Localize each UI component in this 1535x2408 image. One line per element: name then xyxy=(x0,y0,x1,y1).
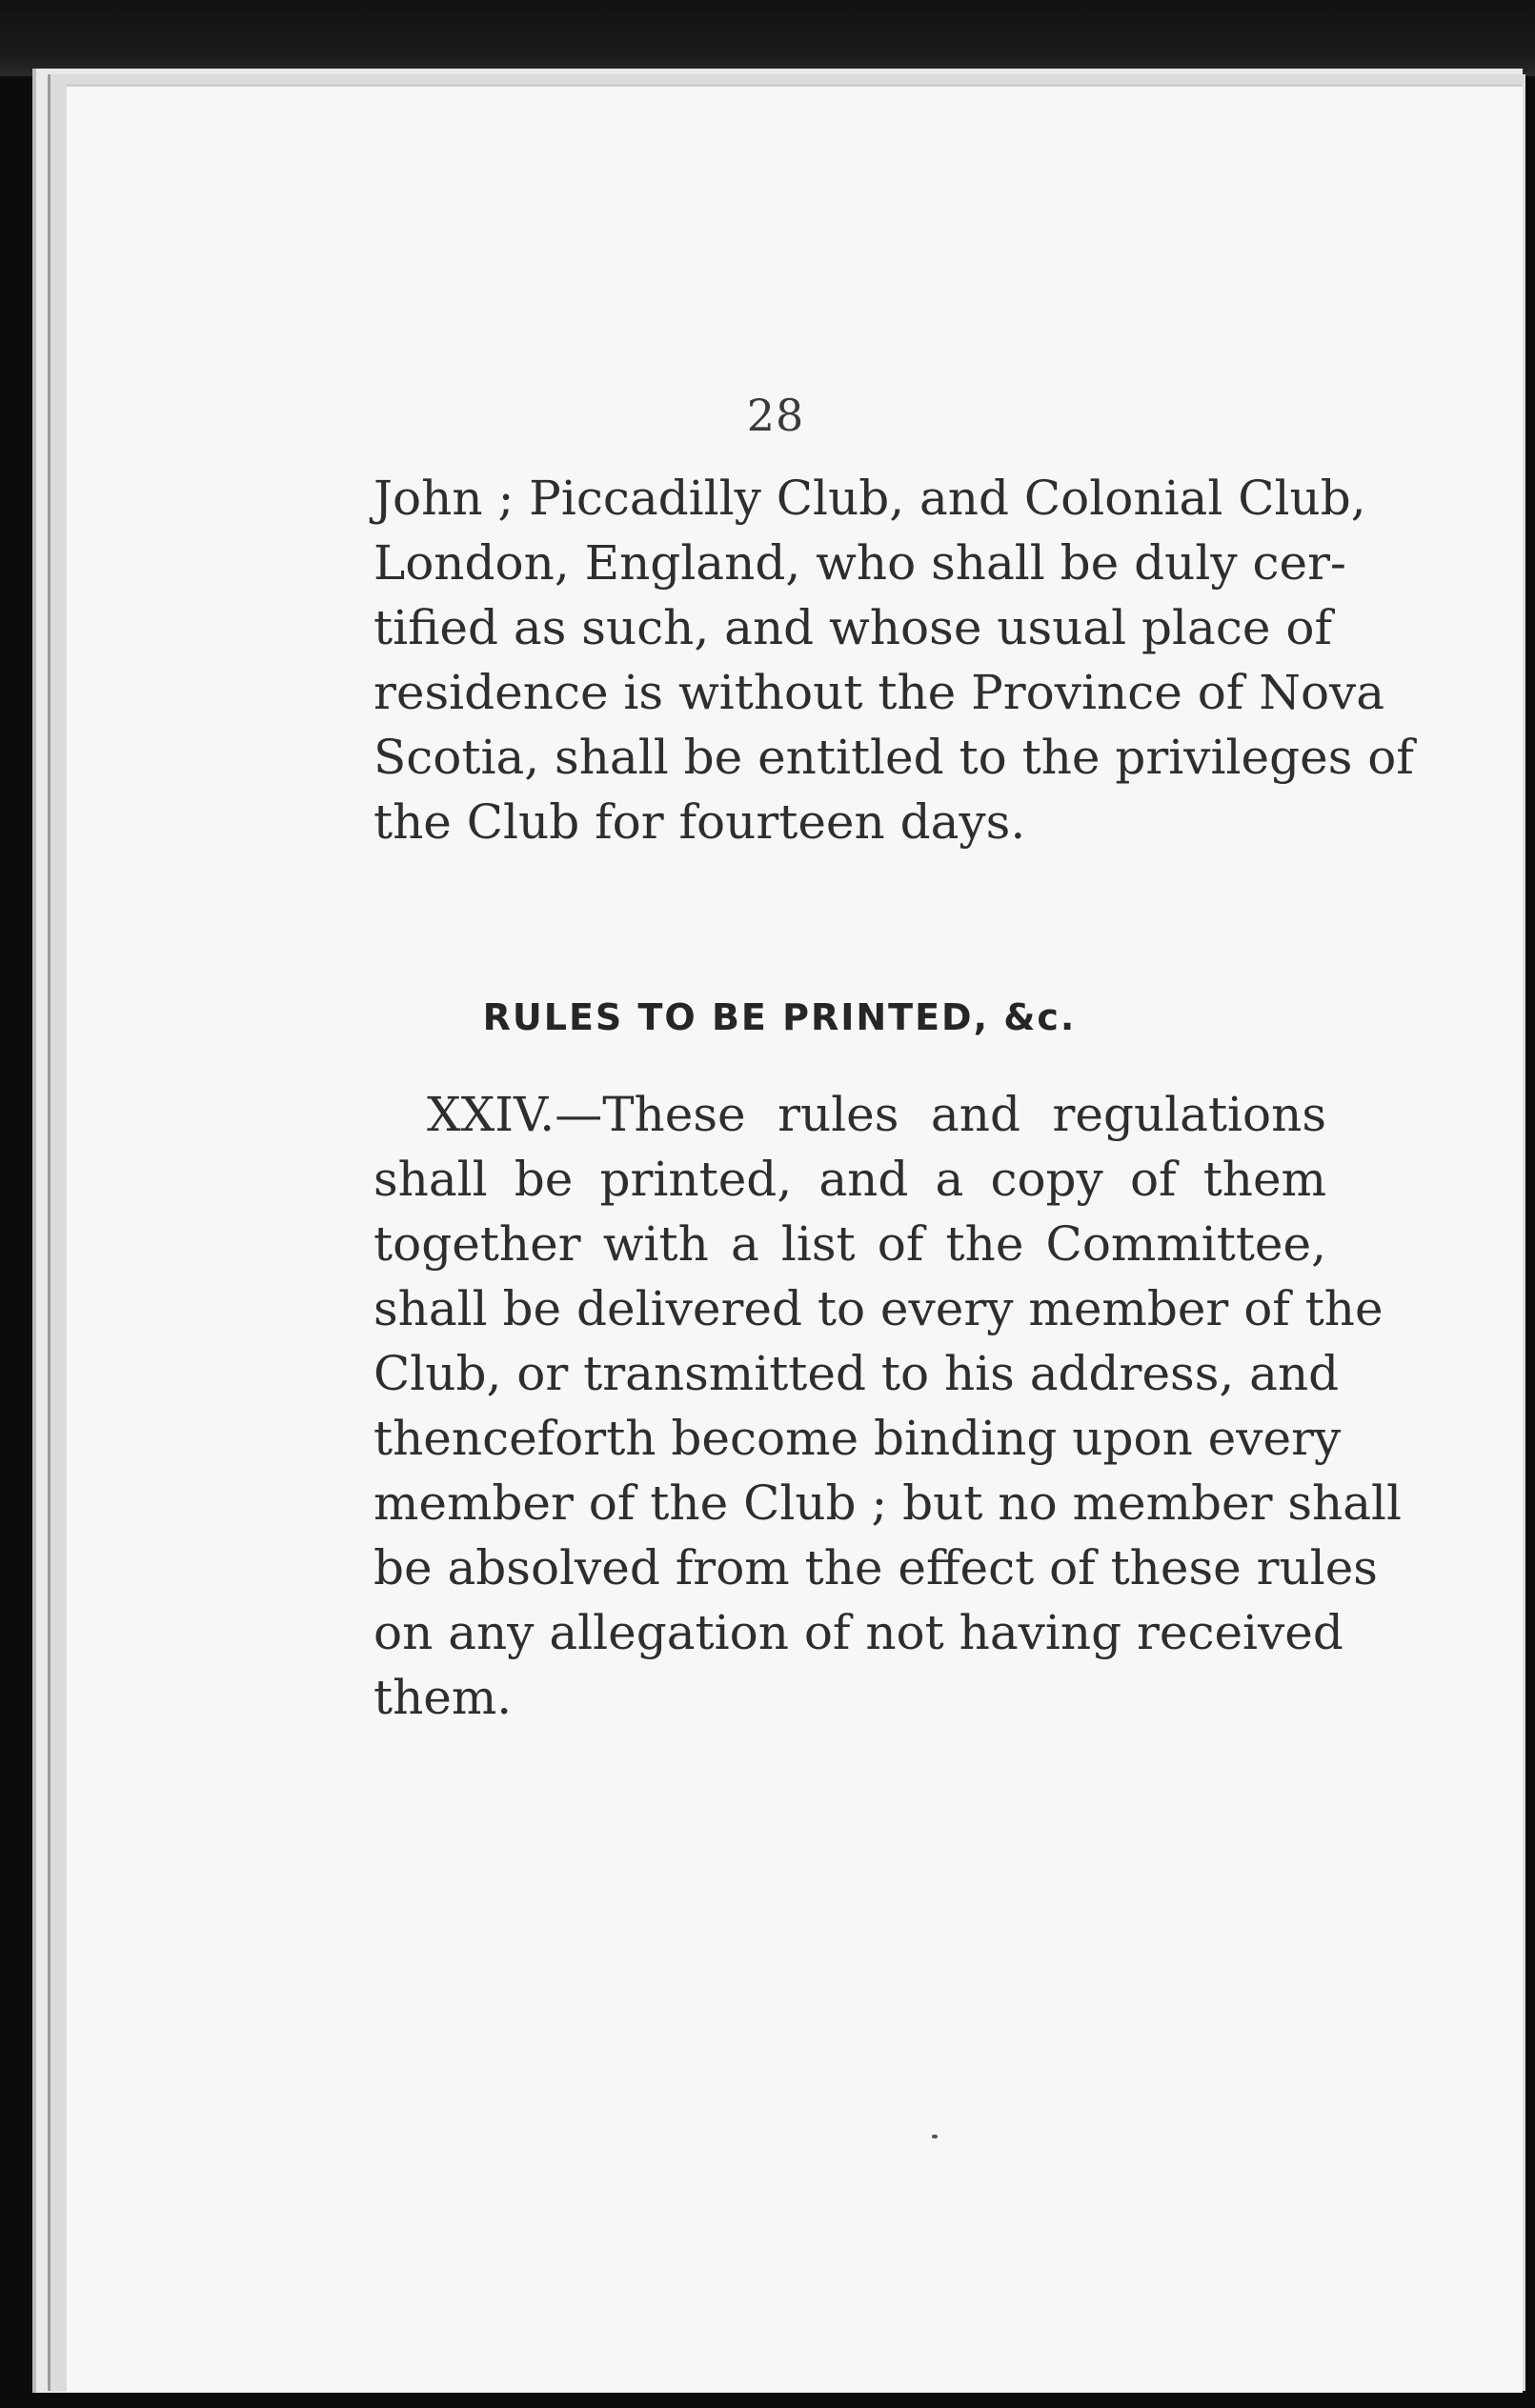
text-line: residence is without the Province of Nova xyxy=(374,665,1385,720)
text-line: John ; Piccadilly Club, and Colonial Club, xyxy=(374,471,1366,526)
text-line: XXIV.—These rules and regulations xyxy=(427,1087,1326,1142)
text-line: London, England, who shall be duly cer- xyxy=(374,535,1346,591)
text-line: shall be printed, and a copy of them xyxy=(374,1152,1326,1207)
text-line: thenceforth become binding upon every xyxy=(374,1411,1342,1466)
text-line: the Club for fourteen days. xyxy=(374,794,1026,850)
page-number: 28 xyxy=(746,390,805,441)
text-line: on any allegation of not having received xyxy=(374,1605,1343,1660)
rule-xxiv-paragraph xyxy=(374,1082,1403,1730)
paragraph-continuation xyxy=(374,466,1414,854)
text-line: them. xyxy=(374,1670,513,1725)
text-line: Scotia, shall be entitled to the privileges of xyxy=(374,730,1414,785)
book-page xyxy=(67,84,1523,2392)
scan-speck xyxy=(932,2135,938,2138)
text-line: be absolved from the effect of these rules xyxy=(374,1540,1378,1595)
page-content xyxy=(67,87,1523,2392)
text-line: tified as such, and whose usual place of xyxy=(374,600,1332,655)
section-heading: RULES TO BE PRINTED, &c. xyxy=(482,996,1077,1038)
text-line: shall be delivered to every member of the xyxy=(374,1281,1384,1336)
text-line: together with a list of the Committee, xyxy=(374,1216,1326,1272)
text-line: member of the Club ; but no member shall xyxy=(374,1475,1403,1531)
text-line: Club, or transmitted to his address, and xyxy=(374,1346,1340,1401)
scan-background xyxy=(0,0,1535,76)
